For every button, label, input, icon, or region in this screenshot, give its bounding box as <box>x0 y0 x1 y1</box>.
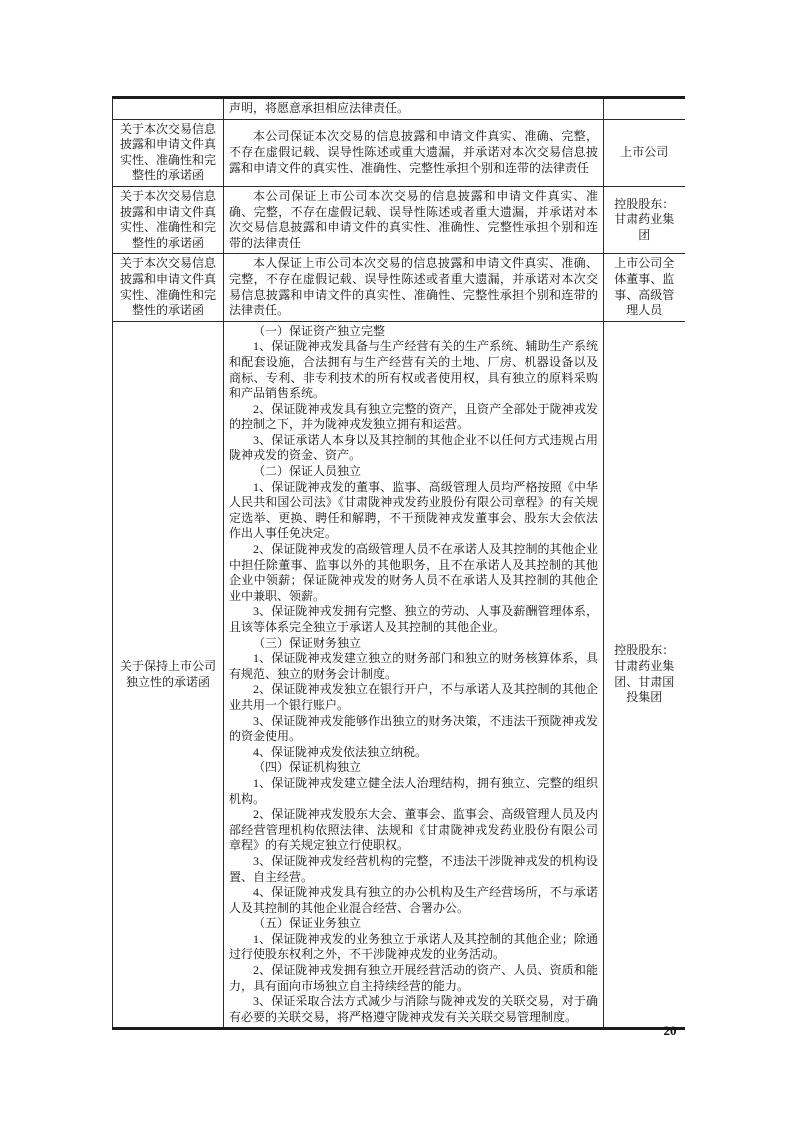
table-row <box>113 321 685 1029</box>
commitment-paragraph: 2、保证陇神戎发的高级管理人员不在承诺人及其控制的其他企业中担任除董事、监事以外的其他职务，且不在承诺人及其控制的其他企业中领薪；保证陇神戎发的财务人员不在承诺人及其控制的其他企业中兼职、领薪。 <box>229 542 598 603</box>
commitment-paragraph: 1、保证陇神戎发的业务独立于承诺人及其控制的其他企业；除通过行使股东权利之外，不干涉陇神戎发的业务活动。 <box>229 931 598 962</box>
commitment-paragraph: 1、保证陇神戎发建立独立的财务部门和独立的财务核算体系，具有规范、独立的财务会计制度。 <box>229 651 598 681</box>
commitment-content-cell <box>224 119 604 186</box>
commitment-paragraphs <box>229 101 598 117</box>
commitment-type-cell <box>113 321 224 1029</box>
commitment-party-label: 上市公司 <box>620 144 669 159</box>
commitment-paragraph: 3、保证陇神戎发能够作出独立的财务决策，不违法干预陇神戎发的资金使用。 <box>229 713 598 744</box>
commitment-paragraphs <box>229 129 598 176</box>
commitment-type-label: 关于保持上市公司独立性的承诺函 <box>119 658 216 689</box>
commitment-paragraph: 4、保证陇神戎发具有独立的办公机构及生产经营场所，不与承诺人及其控制的其他企业混合经营、合署办公。 <box>229 885 598 915</box>
commitments-table <box>112 96 685 1030</box>
commitment-paragraph: 2、保证陇神戎发股东大会、董事会、监事会、高级管理人员及内部经营管理机构依照法律、法规和《甘肃陇神戎发药业股份有限公司章程》的有关规定独立行使职权。 <box>229 807 598 853</box>
commitment-paragraph: 3、保证陇神戎发经营机构的完整，不违法干涉陇神戎发的机构设置、自主经营。 <box>229 853 598 884</box>
commitment-party-cell <box>604 98 685 120</box>
commitment-paragraph: （四）保证机构独立 <box>253 760 362 775</box>
commitment-type-label: 关于本次交易信息披露和申请文件真实性、准确性和完整性的承诺函 <box>119 188 216 250</box>
commitment-type-cell <box>113 119 224 186</box>
table-row <box>113 98 685 120</box>
commitment-party-cell <box>604 119 685 186</box>
commitment-paragraph: 3、保证采取合法方式减少与消除与陇神戎发的关联交易，对于确有必要的关联交易，将严格遵守陇神戎发有关关联交易管理制度。 <box>229 994 598 1024</box>
commitment-party-label: 上市公司全体董事、监事、高级管理人员 <box>614 256 675 318</box>
commitment-content-cell <box>224 321 604 1029</box>
commitment-type-cell <box>113 186 224 253</box>
table-row <box>113 119 685 186</box>
commitment-type-cell <box>113 254 224 321</box>
commitment-paragraph: （五）保证业务独立 <box>253 916 362 931</box>
commitment-paragraph: 3、保证陇神戎发拥有完整、独立的劳动、人事及薪酬管理体系，且该等体系完全独立于承诺人及其控制的其他企业。 <box>229 604 598 634</box>
commitment-type-label: 关于本次交易信息披露和申请文件真实性、准确性和完整性的承诺函 <box>119 256 216 318</box>
commitment-party-cell <box>604 254 685 321</box>
commitment-content-cell <box>224 186 604 253</box>
commitment-paragraph: 本公司保证本次交易的信息披露和申请文件真实、准确、完整，不存在虚假记载、误导性陈述或重大遗漏，并承诺对本次交易信息披露和申请文件的真实性、准确性、完整性承担个别和连带的法律责任 <box>229 129 598 175</box>
commitment-paragraph: 本公司保证上市公司本次交易的信息披露和申请文件真实、准确、完整，不存在虚假记载、误导性陈述或者重大遗漏，并承诺对本次交易信息披露和申请文件的真实性、准确性、完整性承担个别和连带的法律责任 <box>229 188 598 250</box>
commitment-paragraphs <box>229 256 598 318</box>
commitment-paragraph: 3、保证承诺人本身以及其控制的其他企业不以任何方式违规占用陇神戎发的资金、资产。 <box>229 432 598 463</box>
commitment-content-cell <box>224 254 604 321</box>
commitment-party-cell <box>604 321 685 1029</box>
commitment-paragraph: 声明，将愿意承担相应法律责任。 <box>229 101 410 115</box>
commitment-paragraph: 2、保证陇神戎发拥有独立开展经营活动的资产、人员、资质和能力，具有面向市场独立自主持续经营的能力。 <box>229 963 598 993</box>
commitment-paragraph: 2、保证陇神戎发独立在银行开户，不与承诺人及其控制的其他企业共用一个银行账户。 <box>229 682 598 712</box>
commitment-paragraph: （三）保证财务独立 <box>253 635 362 650</box>
commitment-content-cell <box>224 98 604 120</box>
commitment-paragraph: 1、保证陇神戎发建立健全法人治理结构，拥有独立、完整的组织机构。 <box>229 775 598 806</box>
page-number: 20 <box>663 1023 677 1038</box>
commitment-paragraph: （一）保证资产独立完整 <box>253 323 386 338</box>
table-row <box>113 186 685 253</box>
commitment-party-label: 控股股东：甘肃药业集团、甘肃国投集团 <box>614 643 675 705</box>
commitment-type-label: 关于本次交易信息披露和申请文件真实性、准确性和完整性的承诺函 <box>119 121 216 183</box>
commitment-paragraphs <box>229 189 598 251</box>
commitment-type-cell <box>113 98 224 120</box>
commitment-paragraphs <box>229 324 598 1026</box>
commitment-paragraph: 本人保证上市公司本次交易的信息披露和申请文件真实、准确、完整，不存在虚假记载、误导性陈述或者重大遗漏，并承诺对本次交易信息披露和申请文件的真实性、准确性、完整性承担个别和连带的法律责任。 <box>229 256 598 318</box>
commitment-paragraph: 4、保证陇神戎发依法独立纳税。 <box>253 744 428 759</box>
commitment-paragraph: （二）保证人员独立 <box>253 464 362 479</box>
commitment-paragraph: 2、保证陇神戎发具有独立完整的资产，且资产全部处于陇神戎发的控制之下，并为陇神戎发独立拥有和运营。 <box>229 401 598 432</box>
commitment-paragraph: 1、保证陇神戎发的董事、监事、高级管理人员均严格按照《中华人民共和国公司法》《甘肃陇神戎发药业股份有限公司章程》的有关规定选举、更换、聘任和解聘，不干预陇神戎发董事会、股东大会依法作出人事任免决定。 <box>229 479 598 541</box>
commitment-party-label: 控股股东：甘肃药业集团 <box>614 196 675 242</box>
commitment-paragraph: 1、保证陇神戎发具备与生产经营有关的生产系统、辅助生产系统和配套设施，合法拥有与生产经营有关的土地、厂房、机器设备以及商标、专利、非专利技术的所有权或者使用权，具有独立的原料采购和产品销售系统。 <box>229 339 598 401</box>
commitment-party-cell <box>604 186 685 253</box>
table-row <box>113 254 685 321</box>
